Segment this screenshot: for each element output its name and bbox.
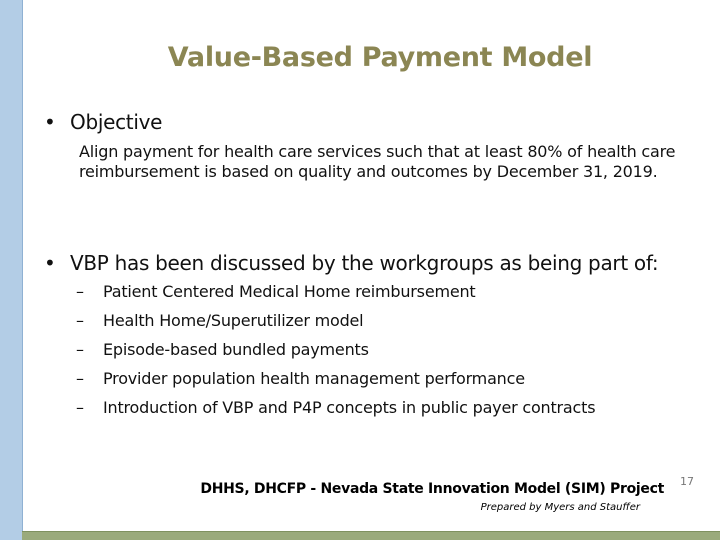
list-item-text: Introduction of VBP and P4P concepts in public payer contracts bbox=[103, 398, 596, 417]
dash-icon: – bbox=[76, 340, 84, 359]
dash-icon: – bbox=[76, 311, 84, 330]
left-accent-line bbox=[22, 0, 23, 540]
footer-project-title: DHHS, DHCFP - Nevada State Innovation Model (SIM) Project bbox=[200, 481, 664, 497]
bullet-icon: • bbox=[44, 110, 56, 134]
objective-heading: Objective bbox=[70, 110, 163, 134]
footer-prepared-by: Prepared by Myers and Stauffer bbox=[480, 502, 640, 513]
dash-icon: – bbox=[76, 369, 84, 388]
list-item-text: Health Home/Superutilizer model bbox=[103, 311, 364, 330]
list-item-text: Provider population health management performance bbox=[103, 369, 525, 388]
page-number: 17 bbox=[680, 475, 694, 488]
list-item bbox=[76, 340, 696, 369]
list-item-text: Episode-based bundled payments bbox=[103, 340, 369, 359]
list-item bbox=[76, 398, 696, 427]
bottom-accent-bar bbox=[22, 532, 720, 540]
dash-icon: – bbox=[76, 282, 84, 301]
vbp-bullet bbox=[44, 251, 658, 275]
list-item bbox=[76, 311, 696, 340]
slide-title: Value-Based Payment Model bbox=[167, 42, 593, 73]
vbp-heading: VBP has been discussed by the workgroups as being part of: bbox=[70, 251, 659, 275]
list-item-text: Patient Centered Medical Home reimbursement bbox=[103, 282, 476, 301]
dash-icon: – bbox=[76, 398, 84, 417]
objective-bullet bbox=[44, 110, 162, 134]
vbp-sub-list bbox=[76, 282, 696, 427]
objective-text: Align payment for health care services such that at least 80% of health care reimbursement is based on quality and outcomes by December 31, 2019. bbox=[79, 142, 676, 181]
list-item bbox=[76, 369, 696, 398]
list-item bbox=[76, 282, 696, 311]
bullet-icon: • bbox=[44, 251, 56, 275]
left-accent-bar bbox=[0, 0, 22, 540]
